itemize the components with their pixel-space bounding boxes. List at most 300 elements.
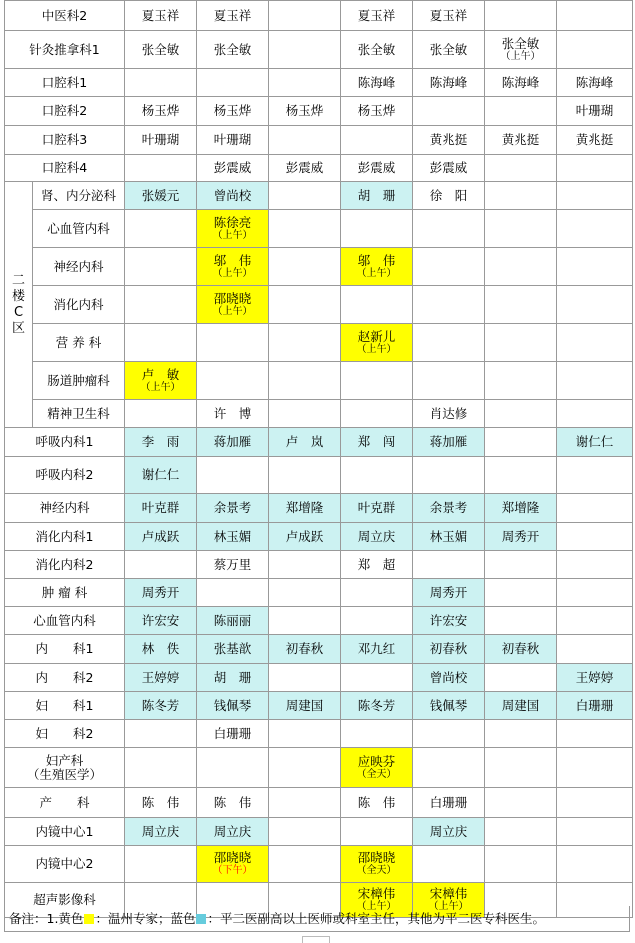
department-name: 消化内科2 (35, 556, 94, 572)
doctor-name: 夏玉祥 (141, 7, 180, 23)
table-row (5, 31, 633, 69)
doctor-name: 张全敏 (501, 35, 540, 51)
doctor-name: 郑增隆 (501, 500, 540, 515)
department-cell (5, 748, 125, 788)
doctor-name: 彭震威 (429, 160, 468, 175)
doctor-name: 邬 伟 (213, 252, 252, 268)
schedule-cell (125, 664, 197, 692)
schedule-cell (485, 31, 557, 69)
department-name: 消化内科1 (35, 528, 94, 544)
schedule-cell (269, 607, 341, 635)
doctor-name: 黄兆挺 (429, 132, 468, 147)
doctor-name: 叶克群 (141, 500, 180, 515)
doctor-name: 邬 伟 (357, 252, 396, 268)
schedule-cell (557, 846, 633, 883)
schedule-cell (125, 324, 197, 362)
department-cell (5, 788, 125, 818)
department-name: 心血管内科 (47, 220, 110, 236)
schedule-cell (557, 286, 633, 324)
schedule-cell (413, 664, 485, 692)
schedule-cell (341, 362, 413, 400)
schedule-cell (341, 155, 413, 182)
schedule-cell (413, 818, 485, 846)
doctor-name: 周立庆 (213, 823, 252, 839)
schedule-cell (413, 748, 485, 788)
schedule-cell (125, 692, 197, 720)
schedule-cell (341, 494, 413, 523)
doctor-name: 周秀开 (141, 584, 180, 600)
doctor-name: 周立庆 (357, 528, 396, 544)
doctor-name: 王婷婷 (141, 669, 180, 685)
schedule-cell (341, 324, 413, 362)
department-name: 内 科2 (35, 669, 94, 685)
schedule-cell (557, 97, 633, 126)
table-row (5, 182, 633, 210)
department-cell (5, 579, 125, 607)
schedule-cell (125, 31, 197, 69)
table-row (5, 428, 633, 457)
schedule-cell (269, 97, 341, 126)
doctor-name: 张基歆 (213, 641, 252, 656)
department-name: 产 科 (39, 794, 90, 810)
schedule-cell (125, 551, 197, 579)
department-name: 口腔科4 (41, 160, 88, 175)
schedule-cell (341, 607, 413, 635)
schedule-cell (269, 457, 341, 494)
schedule-cell (269, 846, 341, 883)
schedule-cell (413, 126, 485, 155)
schedule-table (4, 0, 633, 918)
doctor-name: 张媛元 (141, 187, 180, 203)
doctor-name: 周立庆 (141, 823, 180, 839)
schedule-cell (341, 400, 413, 428)
doctor-name: 陈 伟 (213, 794, 252, 810)
doctor-name: 陈海峰 (429, 74, 468, 90)
schedule-cell (341, 635, 413, 664)
schedule-cell (557, 210, 633, 248)
schedule-cell (341, 692, 413, 720)
schedule-cell (197, 400, 269, 428)
table-row (5, 400, 633, 428)
session-time: （上午） (500, 50, 541, 62)
schedule-cell (413, 846, 485, 883)
table-row (5, 362, 633, 400)
schedule-cell (341, 664, 413, 692)
department-cell (5, 1, 125, 31)
doctor-name: 郑增隆 (285, 500, 324, 515)
schedule-cell (413, 494, 485, 523)
schedule-cell (125, 126, 197, 155)
schedule-cell (197, 248, 269, 286)
session-time: （上午） (212, 305, 253, 317)
doctor-name: 许宏安 (141, 612, 180, 628)
schedule-cell (197, 97, 269, 126)
schedule-cell (413, 97, 485, 126)
department-cell (33, 286, 125, 324)
schedule-cell (125, 635, 197, 664)
doctor-name: 余景考 (213, 500, 252, 515)
department-cell (5, 97, 125, 126)
schedule-cell (557, 1, 633, 31)
department-cell (5, 551, 125, 579)
schedule-cell (485, 69, 557, 97)
schedule-cell (269, 494, 341, 523)
department-name: 中医科2 (41, 7, 88, 23)
table-row (5, 788, 633, 818)
doctor-name: 陈冬芳 (141, 697, 180, 713)
department-cell (5, 126, 125, 155)
schedule-cell (557, 182, 633, 210)
schedule-cell (413, 182, 485, 210)
schedule-cell (125, 428, 197, 457)
schedule-cell (341, 428, 413, 457)
doctor-name: 胡 珊 (357, 187, 396, 203)
doctor-name: 卢 岚 (285, 434, 324, 449)
schedule-cell (197, 69, 269, 97)
schedule-cell (413, 551, 485, 579)
doctor-name: 黄兆挺 (501, 132, 540, 147)
doctor-name: 卢 敏 (141, 366, 180, 382)
doctor-name: 杨玉烨 (285, 103, 324, 118)
schedule-cell (197, 523, 269, 551)
department-name: 神经内科 (53, 258, 104, 274)
schedule-cell (485, 818, 557, 846)
schedule-cell (485, 788, 557, 818)
doctor-name: 赵新儿 (357, 328, 396, 344)
department-name: 精神卫生科 (47, 405, 110, 421)
schedule-cell (341, 551, 413, 579)
department-name: 口腔科2 (41, 103, 88, 118)
schedule-cell (485, 362, 557, 400)
doctor-name: 杨玉烨 (141, 103, 180, 118)
schedule-cell (197, 362, 269, 400)
schedule-cell (125, 579, 197, 607)
schedule-cell (269, 1, 341, 31)
department-cell (5, 428, 125, 457)
schedule-cell (557, 788, 633, 818)
schedule-cell (485, 400, 557, 428)
doctor-name: 周秀开 (429, 584, 468, 600)
schedule-cell (341, 69, 413, 97)
doctor-name: 王婷婷 (575, 669, 614, 685)
schedule-cell (557, 607, 633, 635)
doctor-name: 蔡万里 (213, 556, 252, 572)
doctor-name: 邵晓晓 (357, 850, 396, 865)
doctor-name: 彭震威 (213, 160, 252, 175)
schedule-cell (125, 248, 197, 286)
schedule-cell (269, 664, 341, 692)
session-time: （上午） (140, 381, 181, 393)
department-cell (33, 400, 125, 428)
schedule-cell (269, 579, 341, 607)
table-row (5, 692, 633, 720)
department-cell (33, 324, 125, 362)
schedule-cell (341, 286, 413, 324)
schedule-cell (125, 607, 197, 635)
schedule-cell (413, 788, 485, 818)
table-row (5, 551, 633, 579)
blue-swatch (196, 914, 206, 924)
schedule-cell (197, 748, 269, 788)
schedule-cell (557, 457, 633, 494)
doctor-name: 夏玉祥 (213, 7, 252, 23)
schedule-cell (197, 286, 269, 324)
schedule-cell (197, 155, 269, 182)
schedule-cell (125, 97, 197, 126)
schedule-cell (485, 457, 557, 494)
schedule-cell (485, 635, 557, 664)
schedule-cell (269, 126, 341, 155)
doctor-name: 陈冬芳 (357, 697, 396, 713)
schedule-cell (341, 182, 413, 210)
schedule-cell (485, 692, 557, 720)
schedule-cell (557, 248, 633, 286)
doctor-name: 卢成跃 (285, 528, 324, 544)
schedule-cell (485, 97, 557, 126)
schedule-cell (341, 818, 413, 846)
doctor-name: 陈海峰 (575, 74, 614, 90)
session-time: （上午） (356, 343, 397, 355)
table-row (5, 607, 633, 635)
schedule-cell (485, 126, 557, 155)
schedule-cell (269, 720, 341, 748)
schedule-cell (485, 523, 557, 551)
department-name: 针灸推拿科1 (29, 41, 100, 57)
schedule-cell (197, 494, 269, 523)
schedule-cell (269, 551, 341, 579)
schedule-cell (413, 248, 485, 286)
department-name: 内 科1 (35, 641, 94, 656)
department-cell (5, 846, 125, 883)
department-cell (5, 523, 125, 551)
doctor-name: 杨玉烨 (357, 103, 396, 118)
schedule-cell (557, 551, 633, 579)
schedule-cell (269, 748, 341, 788)
doctor-name: 陈 伟 (141, 794, 180, 810)
department-cell (5, 607, 125, 635)
department-cell (5, 664, 125, 692)
table-row (5, 248, 633, 286)
doctor-name: 叶珊瑚 (575, 103, 614, 118)
department-name: 超声影像科 (33, 892, 96, 907)
table-row (5, 324, 633, 362)
schedule-cell (197, 210, 269, 248)
doctor-name: 叶珊瑚 (141, 132, 180, 147)
doctor-name: 白珊珊 (575, 697, 614, 713)
schedule-cell (197, 324, 269, 362)
department-name: 肿 瘤 科 (41, 584, 88, 600)
schedule-cell (485, 664, 557, 692)
schedule-cell (341, 97, 413, 126)
schedule-cell (557, 324, 633, 362)
schedule-cell (413, 210, 485, 248)
schedule-cell (197, 428, 269, 457)
schedule-cell (341, 523, 413, 551)
table-row (5, 210, 633, 248)
session-time: （上午） (212, 229, 253, 241)
schedule-cell (557, 523, 633, 551)
doctor-name: 宋樟伟 (357, 886, 396, 901)
schedule-cell (341, 579, 413, 607)
doctor-name: 黄兆挺 (575, 132, 614, 147)
schedule-cell (557, 155, 633, 182)
schedule-cell (197, 635, 269, 664)
department-subname: （生殖医学） (27, 766, 103, 782)
schedule-cell (485, 579, 557, 607)
schedule-cell (485, 748, 557, 788)
schedule-cell (341, 126, 413, 155)
doctor-name: 初春秋 (501, 641, 540, 656)
table-row (5, 69, 633, 97)
note-mid: ：温州专家；蓝色 (95, 911, 196, 926)
schedule-cell (269, 635, 341, 664)
schedule-cell (485, 494, 557, 523)
doctor-name: 郑 闯 (357, 434, 396, 449)
schedule-cell (485, 428, 557, 457)
doctor-name: 白珊珊 (429, 794, 468, 810)
schedule-cell (125, 210, 197, 248)
schedule-cell (125, 523, 197, 551)
schedule-cell (197, 31, 269, 69)
schedule-cell (125, 362, 197, 400)
session-time: （上午） (428, 901, 469, 912)
doctor-name: 卢成跃 (141, 528, 180, 544)
schedule-cell (413, 607, 485, 635)
doctor-name: 徐 阳 (429, 187, 468, 203)
department-name: 妇 科2 (35, 725, 94, 741)
schedule-cell (413, 720, 485, 748)
schedule-cell (125, 494, 197, 523)
doctor-name: 林 佚 (141, 641, 180, 656)
schedule-cell (125, 69, 197, 97)
schedule-cell (485, 248, 557, 286)
schedule-cell (341, 248, 413, 286)
schedule-cell (269, 210, 341, 248)
schedule-cell (125, 720, 197, 748)
table-row (5, 748, 633, 788)
schedule-cell (125, 788, 197, 818)
schedule-cell (341, 457, 413, 494)
schedule-cell (197, 182, 269, 210)
schedule-cell (413, 579, 485, 607)
table-row (5, 579, 633, 607)
schedule-cell (485, 607, 557, 635)
table-row (5, 97, 633, 126)
session-time: （上午） (356, 901, 397, 912)
schedule-cell (269, 248, 341, 286)
doctor-name: 张全敏 (357, 41, 396, 57)
doctor-name: 白珊珊 (213, 725, 252, 741)
doctor-name: 周建国 (501, 697, 540, 713)
doctor-name: 曾尚校 (429, 669, 468, 685)
schedule-cell (413, 286, 485, 324)
department-cell (5, 720, 125, 748)
schedule-cell (413, 69, 485, 97)
schedule-cell (485, 286, 557, 324)
table-row (5, 635, 633, 664)
schedule-cell (197, 788, 269, 818)
department-cell (33, 248, 125, 286)
note-prefix: 备注：1.黄色 (9, 911, 84, 926)
department-cell (5, 635, 125, 664)
doctor-name: 谢仁仁 (575, 434, 614, 449)
doctor-name: 林玉媚 (213, 528, 252, 544)
schedule-cell (413, 523, 485, 551)
yellow-swatch (84, 914, 94, 924)
schedule-cell (341, 748, 413, 788)
department-name: 呼吸内科1 (35, 434, 94, 449)
schedule-cell (557, 494, 633, 523)
schedule-cell (269, 362, 341, 400)
doctor-name: 李 雨 (141, 434, 180, 449)
schedule-cell (485, 551, 557, 579)
schedule-cell (125, 1, 197, 31)
department-cell (33, 182, 125, 210)
schedule-cell (197, 551, 269, 579)
department-name: 消化内科 (53, 296, 104, 312)
schedule-cell (557, 748, 633, 788)
doctor-name: 夏玉祥 (429, 7, 468, 23)
schedule-cell (557, 579, 633, 607)
schedule-cell (269, 428, 341, 457)
doctor-name: 夏玉祥 (357, 7, 396, 23)
schedule-cell (125, 748, 197, 788)
doctor-name: 周立庆 (429, 823, 468, 839)
doctor-name: 张全敏 (429, 41, 468, 57)
doctor-name: 胡 珊 (213, 669, 252, 685)
doctor-name: 邵晓晓 (213, 850, 252, 865)
department-cell (5, 494, 125, 523)
schedule-cell (485, 155, 557, 182)
schedule-cell (197, 126, 269, 155)
department-name: 口腔科1 (41, 74, 88, 90)
schedule-cell (485, 846, 557, 883)
schedule-cell (197, 692, 269, 720)
schedule-body (5, 1, 633, 918)
doctor-name: 郑 超 (357, 556, 396, 572)
schedule-cell (269, 182, 341, 210)
note-suffix: ：平二医副高以上医师或科室主任，其他为平二医专科医生。 (207, 911, 545, 926)
department-cell (5, 155, 125, 182)
department-name: 内镜中心2 (35, 856, 94, 871)
schedule-cell (557, 69, 633, 97)
doctor-name: 叶珊瑚 (213, 132, 252, 147)
schedule-cell (557, 428, 633, 457)
schedule-cell (197, 818, 269, 846)
doctor-name: 彭震威 (357, 160, 396, 175)
schedule-cell (269, 155, 341, 182)
schedule-cell (413, 155, 485, 182)
table-row (5, 126, 633, 155)
schedule-cell (125, 457, 197, 494)
schedule-cell (413, 428, 485, 457)
schedule-cell (413, 635, 485, 664)
doctor-name: 谢仁仁 (141, 467, 180, 482)
session-time: （下午） (212, 865, 253, 876)
schedule-cell (557, 400, 633, 428)
doctor-name: 许 博 (213, 405, 252, 421)
table-row (5, 846, 633, 883)
doctor-name: 宋樟伟 (429, 886, 468, 901)
schedule-cell (557, 31, 633, 69)
doctor-name: 张全敏 (141, 41, 180, 57)
schedule-cell (485, 720, 557, 748)
table-row (5, 664, 633, 692)
schedule-cell (197, 1, 269, 31)
schedule-cell (341, 788, 413, 818)
doctor-name: 邓九红 (357, 641, 396, 656)
schedule-cell (557, 720, 633, 748)
